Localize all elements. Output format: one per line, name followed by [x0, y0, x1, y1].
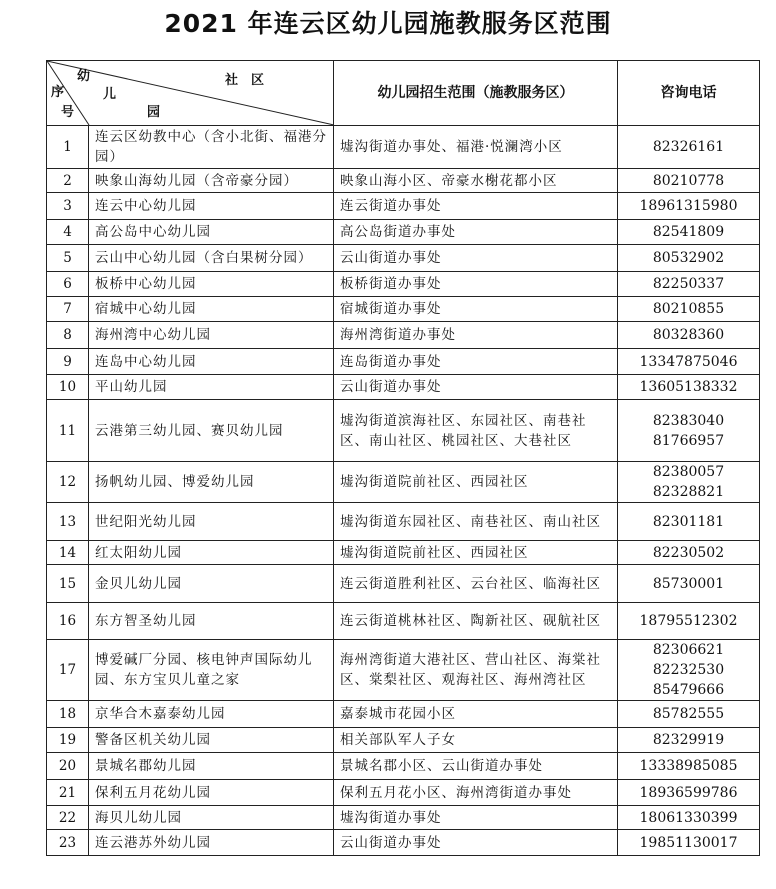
table-row — [47, 728, 760, 753]
service-area: 墟沟街道院前社区、西园社区 — [334, 541, 618, 565]
kindergarten-name: 扬帆幼儿园、博爱幼儿园 — [89, 462, 334, 503]
phone-number: 13347875046 — [618, 349, 760, 375]
phone-number: 82326161 — [618, 126, 760, 169]
kindergarten-name: 云山中心幼儿园（含白果树分园） — [89, 245, 334, 272]
service-area: 连云街道胜利社区、云台社区、临海社区 — [334, 565, 618, 603]
service-area: 连云街道办事处 — [334, 193, 618, 220]
table-row — [47, 322, 760, 349]
phone-number: 82250337 — [618, 272, 760, 297]
table-row — [47, 462, 760, 503]
service-area: 板桥街道办事处 — [334, 272, 618, 297]
service-area: 墟沟街道办事处 — [334, 806, 618, 830]
phone-number: 19851130017 — [618, 830, 760, 856]
row-number: 9 — [47, 349, 89, 375]
table-row — [47, 126, 760, 169]
table-body — [47, 126, 760, 856]
row-number: 20 — [47, 753, 89, 780]
service-area: 墟沟街道院前社区、西园社区 — [334, 462, 618, 503]
service-area: 相关部队军人子女 — [334, 728, 618, 753]
kindergarten-name: 连云中心幼儿园 — [89, 193, 334, 220]
table-row — [47, 640, 760, 701]
row-number: 16 — [47, 603, 89, 640]
row-number: 19 — [47, 728, 89, 753]
phone-number: 18961315980 — [618, 193, 760, 220]
service-area: 墟沟街道办事处、福港·悦澜湾小区 — [334, 126, 618, 169]
phone-number: 82383040 81766957 — [618, 400, 760, 462]
row-number: 8 — [47, 322, 89, 349]
kindergarten-name: 红太阳幼儿园 — [89, 541, 334, 565]
service-area: 海州湾街道办事处 — [334, 322, 618, 349]
header-kg-3: 园 — [147, 105, 161, 120]
table-row — [47, 375, 760, 400]
table-row — [47, 169, 760, 193]
phone-number: 80532902 — [618, 245, 760, 272]
row-number: 21 — [47, 780, 89, 806]
service-area: 云山街道办事处 — [334, 830, 618, 856]
table-header-row — [47, 61, 760, 126]
kindergarten-name: 京华合木嘉泰幼儿园 — [89, 701, 334, 728]
phone-number: 85730001 — [618, 565, 760, 603]
kindergarten-name: 云港第三幼儿园、赛贝幼儿园 — [89, 400, 334, 462]
kindergarten-name: 东方智圣幼儿园 — [89, 603, 334, 640]
row-number: 2 — [47, 169, 89, 193]
kindergarten-name: 景城名郡幼儿园 — [89, 753, 334, 780]
header-kg-2: 儿 — [103, 87, 117, 102]
phone-number: 80210855 — [618, 297, 760, 322]
page-title: 2021 年连云区幼儿园施教服务区范围 — [164, 9, 612, 38]
table-row — [47, 272, 760, 297]
row-number: 14 — [47, 541, 89, 565]
row-number: 22 — [47, 806, 89, 830]
table-row — [47, 830, 760, 856]
kindergarten-name: 宿城中心幼儿园 — [89, 297, 334, 322]
kindergarten-name: 世纪阳光幼儿园 — [89, 503, 334, 541]
table-row — [47, 503, 760, 541]
service-area: 墟沟街道滨海社区、东园社区、南巷社区、南山社区、桃园社区、大巷社区 — [334, 400, 618, 462]
service-area: 映象山海小区、帝豪水榭花都小区 — [334, 169, 618, 193]
header-scope: 幼儿园招生范围（施教服务区） — [334, 61, 618, 126]
phone-number: 82380057 82328821 — [618, 462, 760, 503]
row-number: 12 — [47, 462, 89, 503]
row-number: 18 — [47, 701, 89, 728]
corner-header-cell — [47, 61, 334, 126]
table-row — [47, 806, 760, 830]
service-area: 嘉泰城市花园小区 — [334, 701, 618, 728]
kindergarten-name: 博爱碱厂分园、核电钟声国际幼儿园、东方宝贝儿童之家 — [89, 640, 334, 701]
service-area: 保利五月花小区、海州湾街道办事处 — [334, 780, 618, 806]
phone-number: 80328360 — [618, 322, 760, 349]
kindergarten-name: 保利五月花幼儿园 — [89, 780, 334, 806]
table-row — [47, 753, 760, 780]
header-kg-1: 幼 — [77, 69, 91, 84]
kindergarten-name: 连云区幼教中心（含小北街、福港分园） — [89, 126, 334, 169]
table-row — [47, 193, 760, 220]
phone-number: 18061330399 — [618, 806, 760, 830]
phone-number: 82541809 — [618, 220, 760, 245]
row-number: 13 — [47, 503, 89, 541]
row-number: 4 — [47, 220, 89, 245]
row-number: 3 — [47, 193, 89, 220]
phone-number: 18795512302 — [618, 603, 760, 640]
row-number: 11 — [47, 400, 89, 462]
header-seq-1: 序 — [51, 85, 65, 100]
table-row — [47, 565, 760, 603]
table-row — [47, 400, 760, 462]
phone-number: 82230502 — [618, 541, 760, 565]
table-row — [47, 701, 760, 728]
phone-number: 13605138332 — [618, 375, 760, 400]
service-area: 宿城街道办事处 — [334, 297, 618, 322]
phone-number: 80210778 — [618, 169, 760, 193]
service-area-table — [46, 60, 760, 856]
service-area: 连岛街道办事处 — [334, 349, 618, 375]
service-area: 墟沟街道东园社区、南巷社区、南山社区 — [334, 503, 618, 541]
row-number: 1 — [47, 126, 89, 169]
row-number: 15 — [47, 565, 89, 603]
table-row — [47, 297, 760, 322]
row-number: 23 — [47, 830, 89, 856]
row-number: 10 — [47, 375, 89, 400]
phone-number: 85782555 — [618, 701, 760, 728]
phone-number: 82329919 — [618, 728, 760, 753]
kindergarten-name: 海州湾中心幼儿园 — [89, 322, 334, 349]
kindergarten-name: 连云港苏外幼儿园 — [89, 830, 334, 856]
table-row — [47, 780, 760, 806]
kindergarten-name: 海贝儿幼儿园 — [89, 806, 334, 830]
service-area: 景城名郡小区、云山街道办事处 — [334, 753, 618, 780]
kindergarten-name: 映象山海幼儿园（含帝豪分园） — [89, 169, 334, 193]
row-number: 6 — [47, 272, 89, 297]
phone-number: 82306621 82232530 85479666 — [618, 640, 760, 701]
kindergarten-name: 平山幼儿园 — [89, 375, 334, 400]
row-number: 7 — [47, 297, 89, 322]
row-number: 5 — [47, 245, 89, 272]
row-number: 17 — [47, 640, 89, 701]
service-area: 连云街道桃林社区、陶新社区、砚航社区 — [334, 603, 618, 640]
table-row — [47, 349, 760, 375]
table-row — [47, 220, 760, 245]
kindergarten-name: 板桥中心幼儿园 — [89, 272, 334, 297]
phone-number: 13338985085 — [618, 753, 760, 780]
table-row — [47, 541, 760, 565]
kindergarten-name: 金贝儿幼儿园 — [89, 565, 334, 603]
phone-number: 18936599786 — [618, 780, 760, 806]
table-row — [47, 245, 760, 272]
kindergarten-name: 警备区机关幼儿园 — [89, 728, 334, 753]
service-area: 云山街道办事处 — [334, 245, 618, 272]
service-area: 海州湾街道大港社区、营山社区、海棠社区、棠梨社区、观海社区、海州湾社区 — [334, 640, 618, 701]
phone-number: 82301181 — [618, 503, 760, 541]
service-area: 云山街道办事处 — [334, 375, 618, 400]
service-area: 高公岛街道办事处 — [334, 220, 618, 245]
kindergarten-name: 高公岛中心幼儿园 — [89, 220, 334, 245]
header-community: 社 区 — [225, 73, 265, 88]
header-phone: 咨询电话 — [618, 61, 760, 126]
header-seq-2: 号 — [61, 105, 75, 120]
kindergarten-name: 连岛中心幼儿园 — [89, 349, 334, 375]
table-row — [47, 603, 760, 640]
